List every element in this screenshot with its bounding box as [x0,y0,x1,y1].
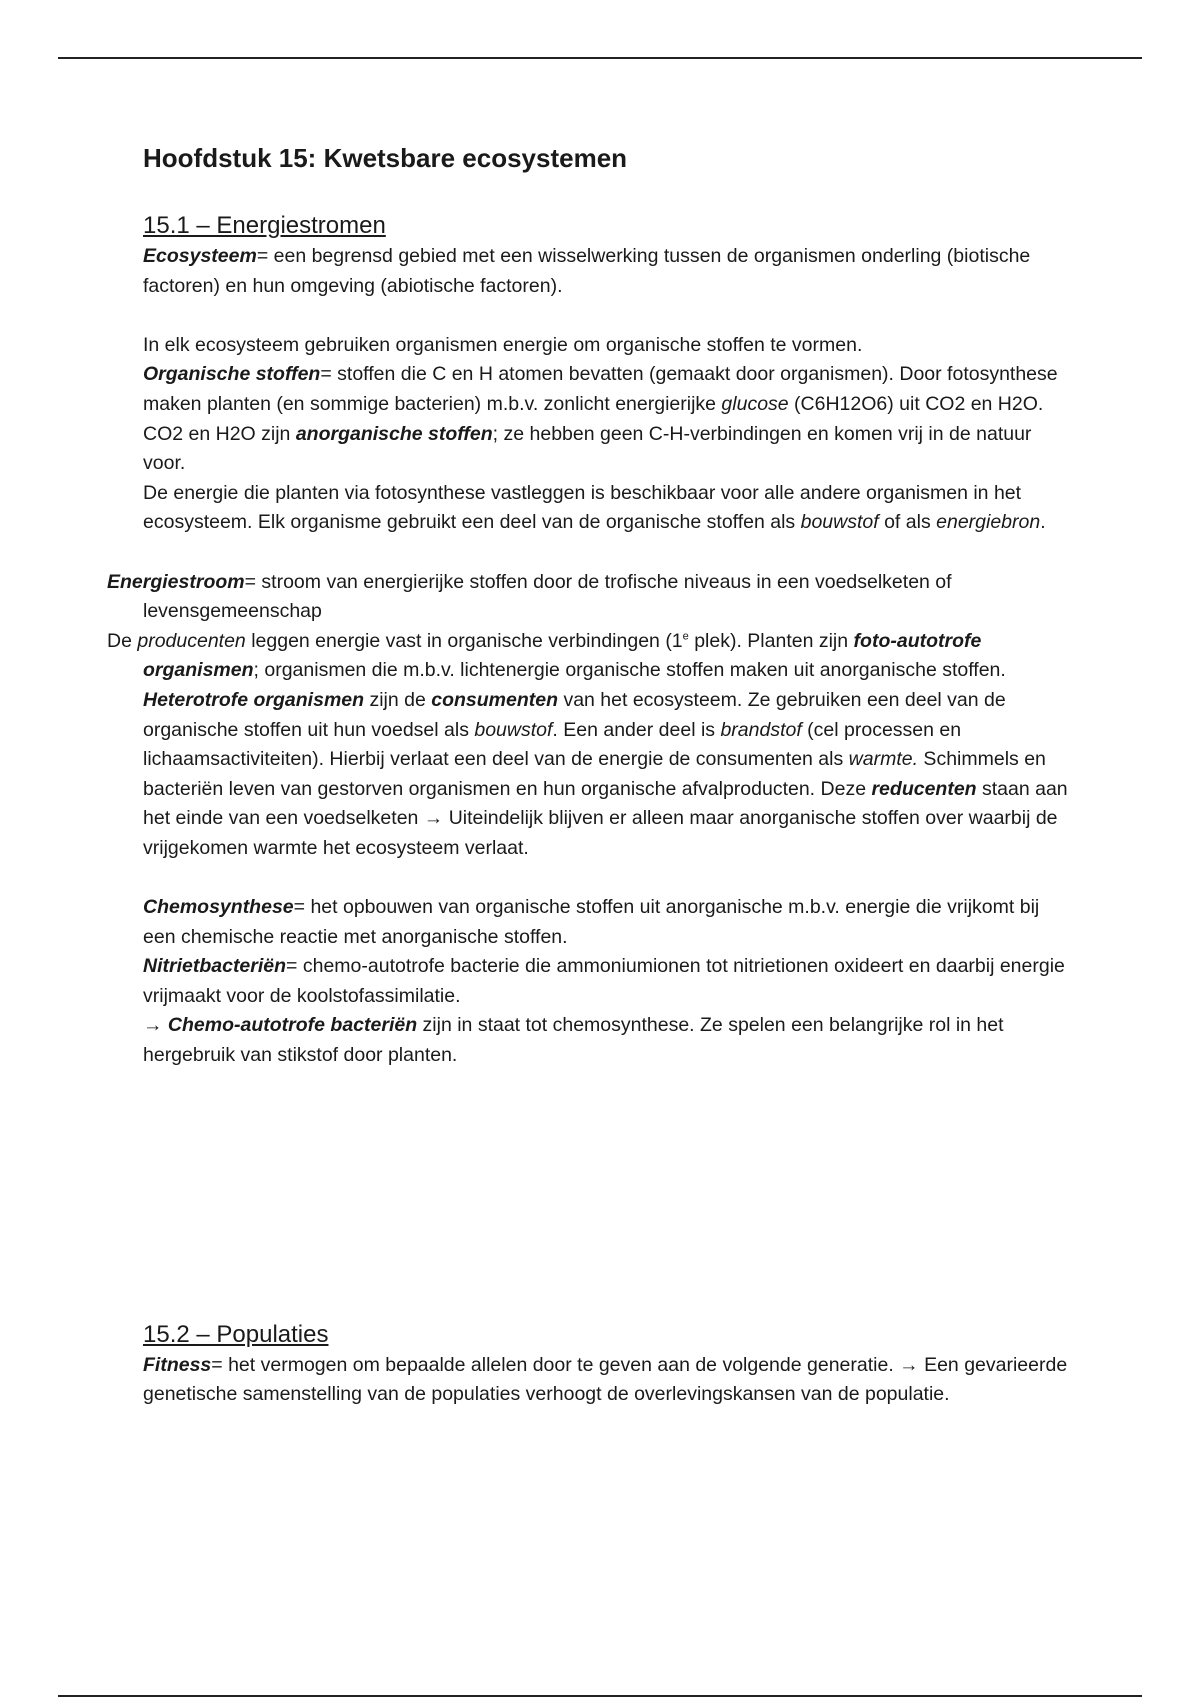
fitness-definition: Fitness= het vermogen om bepaalde allelen door te geven aan de volgende generatie. → Een gevarieerde genetische samenstelling van de populaties verhoogt de overlevingskansen van de populatie. [143,1353,1068,1406]
term-heterotrofe: Heterotrofe organismen [143,688,365,711]
term-energiebron: energiebron [936,511,1041,534]
ecosysteem-definition: Ecosysteem= een begrensd gebied met een wisselwerking tussen de organismen onderling (biotische factoren) en hun omgeving (abiotische factoren). [143,245,1031,297]
section-heading-15-2: 15.2 – Populaties [143,1320,329,1348]
term-anorganische-stoffen: anorganische stoffen [295,422,493,445]
nitrietbacterien-definition: Nitrietbacteriën= chemo-autotrofe bacterie die ammoniumionen tot nitrietionen oxideert en daarbij energie vrijmaakt voor de koolstofassimilatie. [143,955,1065,1007]
term-glucose: glucose [721,392,789,415]
term-producenten: producenten [137,629,246,652]
arrow-icon: → [143,1014,168,1037]
paragraph-energie-intro: In elk ecosysteem gebruiken organismen energie om organische stoffen te vormen. [143,333,863,356]
term-nitrietbacterien: Nitrietbacteriën [143,955,287,978]
energiestroom-definition: Energiestroom= stroom van energierijke stoffen door de trofische niveaus in een voedselketen of levensgemeenschap [107,570,952,623]
organische-stoffen-definition: Organische stoffen= stoffen die C en H atomen bevatten (gemaakt door organismen). Door fotosynthese maken planten (en sommige bacterien) m.b.v. zonlicht energierijke glucose (C6H12O6) uit CO2 en H2O. [143,363,1058,415]
term-chemosynthese: Chemosynthese [143,896,294,919]
section-heading-15-1: 15.1 – Energiestromen [143,212,386,239]
top-rule [58,57,1142,59]
term-foto-autotrofe: foto-autotrofe organismen [143,629,982,682]
term-ecosysteem: Ecosysteem [143,245,257,267]
term-bouwstof: bouwstof [800,511,879,534]
term-warmte: warmte. [848,748,919,771]
bottom-rule [58,1695,1142,1697]
term-consumenten: consumenten [431,688,559,711]
term-organische-stoffen: Organische stoffen [143,363,321,386]
chemosynthese-definition: Chemosynthese= het opbouwen van organische stoffen uit anorganische m.b.v. energie die vrijkomt bij een chemische reactie met anorganische stoffen. [143,896,1040,948]
term-energiestroom: Energiestroom [107,570,245,593]
chapter-title: Hoofdstuk 15: Kwetsbare ecosystemen [143,143,628,173]
term-reducenten: reducenten [871,777,977,800]
anorganische-stoffen-paragraph: CO2 en H2O zijn anorganische stoffen; ze hebben geen C-H-verbindingen en komen vrij in de natuur voor. [143,422,1032,475]
term-chemo-autotrofe: Chemo-autotrofe bacteriën [167,1014,418,1037]
document-body [107,140,1073,1410]
term-brandstof: brandstof [720,718,802,741]
energie-paragraph: De energie die planten via fotosynthese vastleggen is beschikbaar voor alle andere organismen in het ecosysteem. Elk organisme gebruikt een deel van de organische stoffen als bouwstof of als energiebron. [143,481,1046,534]
producenten-paragraph: De producenten leggen energie vast in organische verbindingen (1e plek). Planten zijn foto-autotrofe organismen; organismen die m.b.v. lichtenergie organische stoffen maken uit anorganische stoffen. Heterotrofe organismen zijn de consumenten van het ecosysteem. Ze gebruiken een deel van de organische stoffen uit hun voedsel als bouwstof. Een ander deel is brandstof (cel processen en lichaamsactiviteiten). Hierbij verlaat een deel van de energie de consumenten als warmte. Schimmels en bacteriën leven van gestorven organismen en hun organische afvalproducten. Deze reducenten staan aan het einde van een voedselketen → Uiteindelijk blijven er alleen maar anorganische stoffen over waarbij de vrijgekomen warmte het ecosysteem verlaat. [107,629,1068,859]
term-fitness: Fitness [143,1353,212,1376]
chemo-autotrofe-paragraph: → Chemo-autotrofe bacteriën zijn in staat tot chemosynthese. Ze spelen een belangrijke rol in het hergebruik van stikstof door planten. [143,1014,1004,1067]
